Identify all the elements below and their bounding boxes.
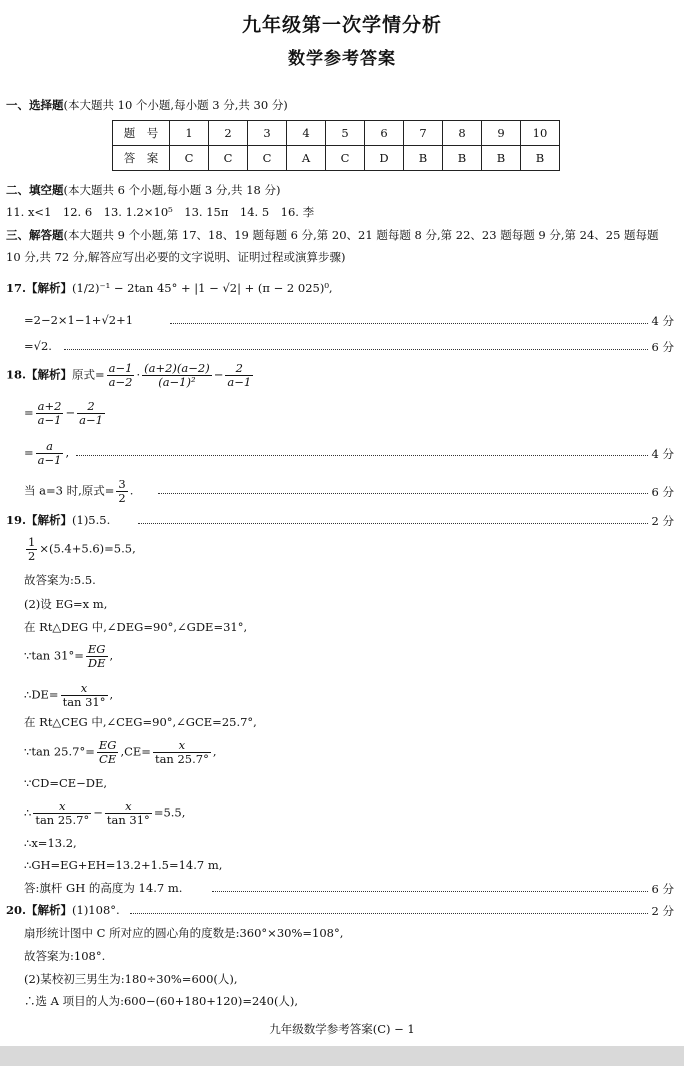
- page-bottom-edge: [0, 1046, 684, 1066]
- table-cell: C: [209, 146, 248, 171]
- q19-cd: ∵CD=CE−DE,: [24, 776, 108, 790]
- table-cell: B: [482, 146, 521, 171]
- q18-step1: = $\frac{a+2}{a-1}$ − $\frac{2}{a-1}$: [24, 399, 103, 427]
- score-label: 6 分: [651, 882, 674, 896]
- fraction: $\frac{x}{\tan 31^\circ}$: [62, 681, 106, 709]
- q19-tan25: ∵tan 25.7°= $\frac{EG}{CE}$ ,CE= $\frac{x}{\tan 25.7^\circ}$ ,: [24, 738, 217, 766]
- table-cell: C: [326, 146, 365, 171]
- leader-dots: [170, 323, 648, 324]
- q18-step2: = $\frac{a}{a-1}$ ,: [24, 439, 70, 467]
- score-label: 2 分: [651, 904, 674, 918]
- table-cell: B: [443, 146, 482, 171]
- q17-step2: =√2.: [24, 339, 52, 353]
- fraction: $\frac{a}{a-1}$: [37, 439, 62, 467]
- table-header-cell: 题 号: [113, 121, 170, 146]
- leader-dots: [64, 349, 648, 350]
- fraction: $\frac{3}{2}$: [118, 477, 126, 505]
- table-row: [113, 146, 560, 171]
- fill-in-answers: 11. x<1 12. 6 13. 1.2×10⁵ 13. 15π 14. 5 16. 李: [6, 205, 315, 219]
- q18-problem: 18.【解析】原式= $\frac{a-1}{a-2}$ · $\frac{(a+2)(a-2)}{\text{(a−1)²}}$ − $\frac{2}{a-1}$: [6, 361, 252, 389]
- q20-part2: (2)某校初三男生为:180÷30%=600(人),: [24, 972, 238, 986]
- fraction: $\frac{a-1}{a-2}$: [108, 361, 133, 389]
- fraction: $\frac{x}{\tan 25.7^\circ}$: [35, 799, 90, 827]
- leader-dots: [138, 523, 648, 524]
- q20-line1: 扇形统计图中 C 所对应的圆心角的度数是:360°×30%=108°,: [24, 926, 344, 940]
- fraction: $\frac{EG}{CE}$: [98, 738, 117, 766]
- table-cell: B: [521, 146, 560, 171]
- section3-note: 10 分,共 72 分,解答应写出必要的文字说明、证明过程或演算步骤): [6, 250, 346, 264]
- table-cell: 3: [248, 121, 287, 146]
- leader-dots: [130, 913, 648, 914]
- q20-part1: 20.【解析】(1)108°.: [6, 903, 120, 917]
- score-label: 2 分: [651, 514, 674, 528]
- section2-heading: 二、填空题(本大题共 6 个小题,每小题 3 分,共 18 分): [6, 183, 281, 197]
- q18-step3: 当 a=3 时,原式= $\frac{3}{2}$ .: [24, 477, 134, 505]
- q17-problem: 17.【解析】(1/2)⁻¹ − 2tan 45° + |1 − √2| + (π − 2 025)⁰,: [6, 281, 333, 295]
- fraction: $\frac{a+2}{a-1}$: [37, 399, 62, 427]
- q17-step1: =2−2×1−1+√2+1: [24, 313, 134, 327]
- q20-answer1: 故答案为:108°.: [24, 949, 106, 963]
- leader-dots: [76, 455, 648, 456]
- table-cell: 5: [326, 121, 365, 146]
- score-label: 4 分: [651, 447, 674, 461]
- fraction: $\frac{2}{a-1}$: [79, 399, 103, 427]
- q19-tan31: ∵tan 31°= $\frac{EG}{DE}$ ,: [24, 642, 114, 670]
- q19-calc: $\frac{1}{2}$ ×(5.4+5.6)=5.5,: [28, 535, 136, 563]
- table-cell: 8: [443, 121, 482, 146]
- table-cell: D: [365, 146, 404, 171]
- table-cell: 4: [287, 121, 326, 146]
- fraction: $\frac{1}{2}$: [28, 535, 36, 563]
- table-cell: C: [248, 146, 287, 171]
- table-cell: 6: [365, 121, 404, 146]
- section3-heading: 三、解答题(本大题共 9 个小题,第 17、18、19 题每题 6 分,第 20、21 题每题 8 分,第 22、23 题每题 9 分,第 24、25 题每题: [6, 228, 659, 242]
- table-cell: 10: [521, 121, 560, 146]
- fraction: $\frac{EG}{DE}$: [87, 642, 106, 670]
- score-label: 6 分: [651, 340, 674, 354]
- page-footer: 九年级数学参考答案(C) − 1: [269, 1022, 415, 1036]
- page-title: 九年级第一次学情分析: [241, 14, 442, 36]
- q19-answer1: 故答案为:5.5.: [24, 573, 96, 587]
- q19-gh: ∴GH=EG+EH=13.2+1.5=14.7 m,: [24, 858, 223, 872]
- answer-table: [112, 120, 560, 171]
- leader-dots: [212, 891, 648, 892]
- q19-triangle2: 在 Rt△CEG 中,∠CEG=90°,∠GCE=25.7°,: [24, 715, 257, 729]
- fraction: $\frac{2}{a-1}$: [227, 361, 252, 389]
- table-cell: 9: [482, 121, 521, 146]
- table-cell: C: [170, 146, 209, 171]
- table-header-cell: 答 案: [113, 146, 170, 171]
- table-cell: 7: [404, 121, 443, 146]
- table-cell: 2: [209, 121, 248, 146]
- q19-final: 答:旗杆 GH 的高度为 14.7 m.: [24, 881, 183, 895]
- leader-dots: [158, 493, 648, 494]
- table-cell: A: [287, 146, 326, 171]
- page-subtitle: 数学参考答案: [288, 49, 396, 69]
- q19-part2: (2)设 EG=x m,: [24, 597, 108, 611]
- score-label: 6 分: [651, 485, 674, 499]
- score-label: 4 分: [651, 314, 674, 328]
- q19-de: ∴DE= $\frac{x}{\tan 31^\circ}$ ,: [24, 681, 114, 709]
- q19-xvalue: ∴x=13.2,: [24, 836, 77, 850]
- table-cell: 1: [170, 121, 209, 146]
- section1-heading: 一、选择题(本大题共 10 个小题,每小题 3 分,共 30 分): [6, 98, 288, 112]
- q19-triangle1: 在 Rt△DEG 中,∠DEG=90°,∠GDE=31°,: [24, 620, 248, 634]
- q19-equation: ∴ $\frac{x}{\tan 25.7^\circ}$ − $\frac{x}{\tan 31^\circ}$ =5.5,: [24, 799, 186, 827]
- fraction: $\frac{x}{\tan 25.7^\circ}$: [154, 738, 209, 766]
- fraction: $\frac{x}{\tan 31^\circ}$: [106, 799, 150, 827]
- table-row: [113, 121, 560, 146]
- q20-line3: ∴选 A 项目的人为:600−(60+180+120)=240(人),: [24, 994, 299, 1008]
- table-cell: B: [404, 146, 443, 171]
- fraction: $\frac{(a+2)(a-2)}{\text{(a−1)²}}$: [144, 361, 210, 389]
- q19-part1: 19.【解析】(1)5.5.: [6, 513, 111, 527]
